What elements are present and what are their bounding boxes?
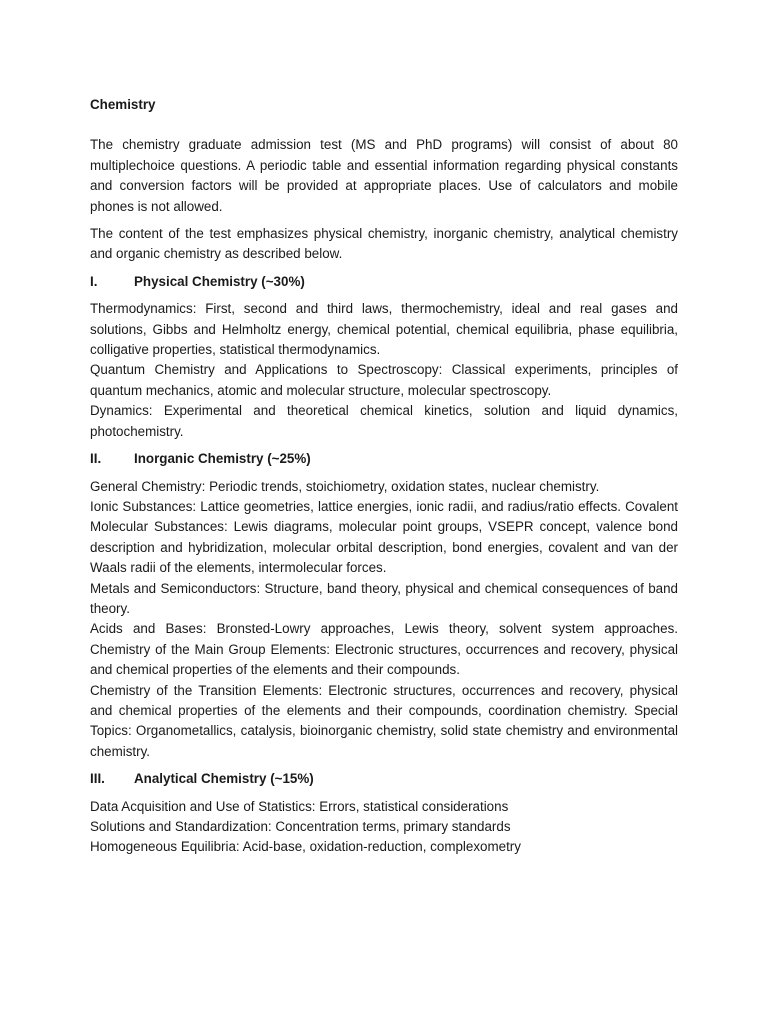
section-heading <box>90 769 678 789</box>
section-body <box>90 797 678 858</box>
topic-paragraph: Homogeneous Equilibria: Acid-base, oxidation-reduction, complexometry <box>90 839 521 855</box>
section-title: Physical Chemistry (~30%) <box>134 273 305 289</box>
topic-paragraph: Metals and Semiconductors: Structure, band theory, physical and chemical consequences of band theory. <box>90 580 678 616</box>
intro-paragraph: The chemistry graduate admission test (MS and PhD programs) will consist of about 80 multiplechoice questions. A periodic table and essential information regarding physical constants and conversion factors will be provided at appropriate places. Use of calculators and mobile phones is not allowed. <box>90 137 678 214</box>
topic-paragraph: Chemistry of the Transition Elements: Electronic structures, occurrences and recovery, physical and chemical properties of the elements and their compounds, coordination chemistry. Special Topics: Organometallics, catalysis, bioinorganic chemistry, solid state chemistry and environmental chemistry. <box>90 682 678 759</box>
section-heading <box>90 272 678 292</box>
topic-paragraph: Quantum Chemistry and Applications to Spectroscopy: Classical experiments, principles of quantum mechanics, atomic and molecular structure, molecular spectroscopy. <box>90 362 678 398</box>
intro-paragraph: The content of the test emphasizes physical chemistry, inorganic chemistry, analytical chemistry and organic chemistry as described below. <box>90 226 678 262</box>
section-number: II. <box>90 451 102 467</box>
section-title: Analytical Chemistry (~15%) <box>134 771 314 787</box>
section-heading <box>90 449 678 469</box>
section-body <box>90 477 678 763</box>
topic-paragraph: Thermodynamics: First, second and third laws, thermochemistry, ideal and real gases and solutions, Gibbs and Helmholtz energy, chemical potential, chemical equilibria, phase equilibria, colligative properties, statistical thermodynamics. <box>90 301 678 358</box>
section-number: III. <box>90 771 105 787</box>
topic-paragraph: Acids and Bases: Bronsted-Lowry approaches, Lewis theory, solvent system approaches. Chemistry of the Main Group Elements: Electronic structures, occurrences and recovery, physical and chemical properties of the elements and their compounds. <box>90 621 678 678</box>
section-number: I. <box>90 273 98 289</box>
document-title: Chemistry <box>90 97 156 112</box>
section-title: Inorganic Chemistry (~25%) <box>134 451 311 467</box>
document-body <box>90 95 678 865</box>
topic-paragraph: Solutions and Standardization: Concentration terms, primary standards <box>90 819 511 834</box>
topic-paragraph: Data Acquisition and Use of Statistics: Errors, statistical considerations <box>90 798 509 814</box>
section-body <box>90 299 678 442</box>
topic-paragraph: Dynamics: Experimental and theoretical chemical kinetics, solution and liquid dynamics, photochemistry. <box>90 403 678 439</box>
topic-paragraph: General Chemistry: Periodic trends, stoichiometry, oxidation states, nuclear chemistry. <box>90 478 600 494</box>
topic-paragraph: Ionic Substances: Lattice geometries, lattice energies, ionic radii, and radius/ratio effects. Covalent Molecular Substances: Lewis diagrams, molecular point groups, VSEPR concept, valence bond description and hybridization, molecular orbital description, bond energies, covalent and van der Waals radii of the elements, intermolecular forces. <box>90 498 678 576</box>
